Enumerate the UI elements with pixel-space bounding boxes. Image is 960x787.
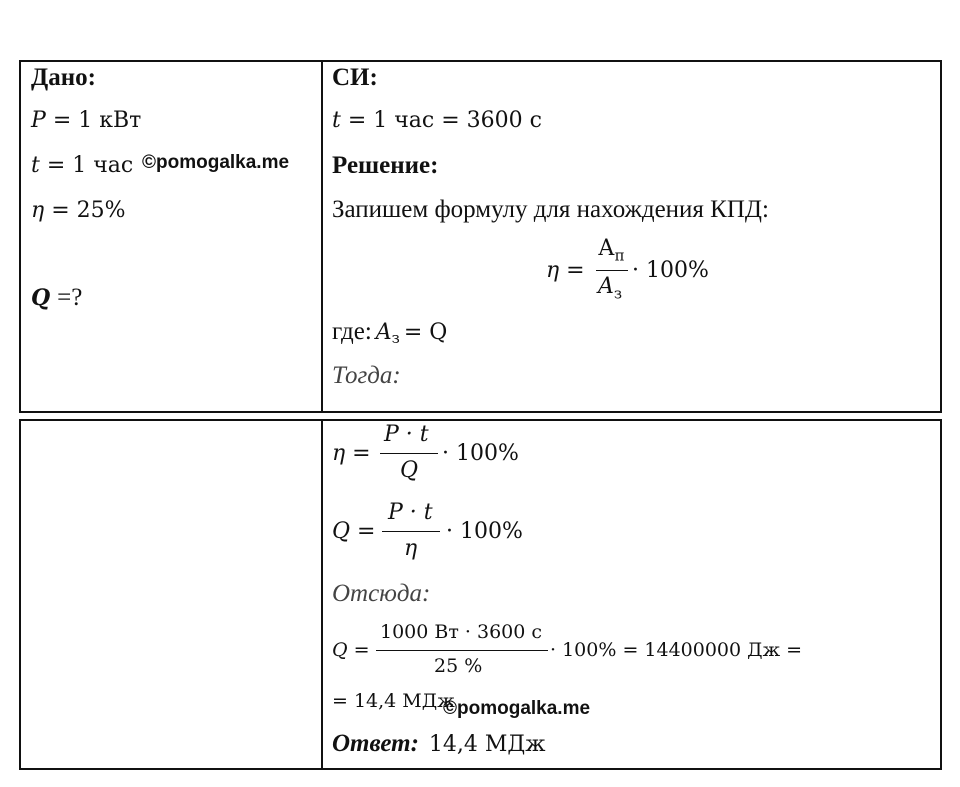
- fraction: P · t Q: [380, 420, 438, 490]
- formula-eta-substituted: η = P · t Q · 100%: [332, 420, 532, 490]
- solution-intro: Запишем формулу для нахождения КПД:: [332, 196, 769, 223]
- where-line: где: $A_з = Q$: [332, 318, 448, 348]
- given-power: P = 1 кВт: [31, 108, 142, 133]
- given-time: t = 1 час: [31, 153, 134, 178]
- fraction: 1000 Вт · 3600 с 25 %: [376, 620, 548, 684]
- fraction: $А_п$ $A_з$: [596, 240, 628, 308]
- formula-q-numeric: Q = 1000 Вт · 3600 с 25 % · 100% = 14400000 Дж =: [332, 620, 822, 684]
- formula-efficiency: η = $А_п$ $A_з$ · 100%: [546, 240, 736, 308]
- column-divider: [321, 421, 323, 768]
- formula-q-mj: = 14,4 МДж: [332, 690, 455, 712]
- si-heading: СИ:: [332, 64, 378, 91]
- solution-heading: Решение:: [332, 152, 439, 179]
- hence-label: Отсюда:: [332, 580, 431, 607]
- formula-q-expressed: Q = P · t η · 100%: [332, 498, 532, 568]
- si-time: t = 1 час = 3600 с: [332, 108, 542, 133]
- given-unknown: Q =?: [31, 284, 83, 311]
- answer-line: Ответ: 14,4 МДж: [332, 730, 546, 757]
- given-heading: Дано:: [31, 64, 96, 91]
- fraction: P · t η: [382, 498, 440, 568]
- then-label: Тогда:: [332, 362, 401, 389]
- column-divider: [321, 62, 323, 411]
- given-efficiency: η = 25%: [31, 198, 126, 223]
- watermark-bottom: ©pomogalka.me: [443, 698, 591, 719]
- watermark-top: ©pomogalka.me: [142, 152, 290, 173]
